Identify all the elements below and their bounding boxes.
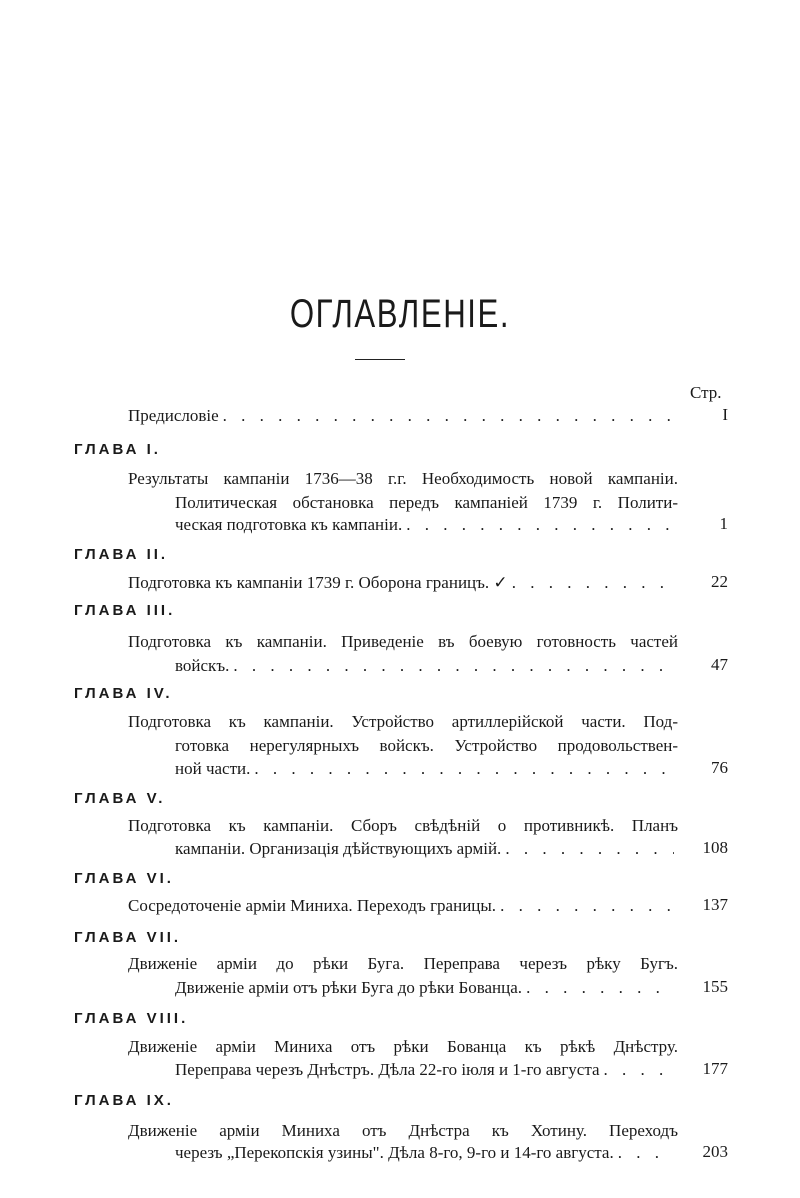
chapter-page-number: 1 [719,514,728,533]
dot-leader [406,514,674,536]
chapter-page-number: 108 [702,838,728,857]
page-column-label: Стр. [690,383,722,402]
entry-text: Подготовка къ кампаніи 1739 г. Оборона границъ. ✓ [128,573,508,592]
chapter-page-number: 22 [711,572,728,591]
preface-entry [128,405,678,427]
page-title: ОГЛАВЛЕНІЕ. [289,292,511,336]
chapter-heading: ГЛАВА VII. [74,929,182,946]
chapter-entry-line: Движеніе арміи Миниха отъ рѣки Бованца къ рѣкѣ Днѣстру. [128,1037,678,1056]
chapter-heading: ГЛАВА III. [74,602,176,619]
entry-text: ческая подготовка къ кампаніи. [175,515,403,534]
chapter-heading: ГЛАВА IV. [74,685,173,702]
chapter-entry-line [175,1142,678,1164]
entry-text: черезъ „Перекопскія узины". Дѣла 8-го, 9-го и 14-го августа. [175,1143,614,1162]
entry-text: ной части. [175,759,251,778]
dot-leader [254,758,674,780]
chapter-entry-line: Результаты кампаніи 1736—38 г.г. Необходимость новой кампаніи. [128,469,678,488]
chapter-heading: ГЛАВА I. [74,441,161,458]
chapter-entry-line [175,514,678,536]
chapter-entry-line [128,895,678,917]
chapter-entry-line: Движеніе арміи Миниха отъ Днѣстра къ Хотину. Переходъ [128,1121,678,1140]
entry-text: войскъ. [175,656,230,675]
chapter-entry-line [175,1059,678,1081]
chapter-heading: ГЛАВА II. [74,546,169,563]
dot-leader [233,655,674,677]
dot-leader [500,895,674,917]
chapter-page-number: 137 [702,895,728,914]
dot-leader [526,977,674,999]
dot-leader [618,1142,674,1164]
entry-text: кампаніи. Организація дѣйствующихъ армій. [175,839,502,858]
chapter-entry-line [175,655,678,677]
entry-text: Сосредоточеніе арміи Миниха. Переходъ границы. [128,896,497,915]
chapter-entry-line [175,838,678,860]
chapter-entry-line: Подготовка къ кампаніи. Приведеніе въ боевую готовность частей [128,632,678,651]
dot-leader [604,1059,674,1081]
dot-leader [223,405,674,427]
chapter-heading: ГЛАВА V. [74,790,166,807]
chapter-page-number: 47 [711,655,728,674]
title-rule [355,359,405,360]
preface-page: I [722,405,728,424]
chapter-entry-line: Подготовка къ кампаніи. Устройство артиллерійской части. Под- [128,712,678,731]
chapter-entry-line: Подготовка къ кампаніи. Сборъ свѣдѣній о противникѣ. Планъ [128,816,678,835]
preface-label: Предисловіе [128,406,219,425]
entry-text: Переправа черезъ Днѣстръ. Дѣла 22-го іюля и 1-го августа [175,1060,600,1079]
chapter-heading: ГЛАВА VIII. [74,1010,189,1027]
chapter-entry-line [175,758,678,780]
chapter-entry-line [128,572,678,594]
dot-leader [512,572,674,594]
chapter-heading: ГЛАВА VI. [74,870,174,887]
chapter-page-number: 177 [702,1059,728,1078]
chapter-page-number: 203 [702,1142,728,1161]
chapter-page-number: 76 [711,758,728,777]
chapter-entry-line: Политическая обстановка передъ кампаніей 1739 г. Полити- [175,493,678,512]
entry-text: Движеніе арміи отъ рѣки Буга до рѣки Бованца. [175,978,523,997]
chapter-entry-line: Движеніе арміи до рѣки Буга. Переправа черезъ рѣку Бугъ. [128,954,678,973]
chapter-entry-line [175,977,678,999]
chapter-page-number: 155 [702,977,728,996]
chapter-heading: ГЛАВА IX. [74,1092,174,1109]
dot-leader [505,838,674,860]
chapter-entry-line: готовка нерегулярныхъ войскъ. Устройство продовольствен- [175,736,678,755]
